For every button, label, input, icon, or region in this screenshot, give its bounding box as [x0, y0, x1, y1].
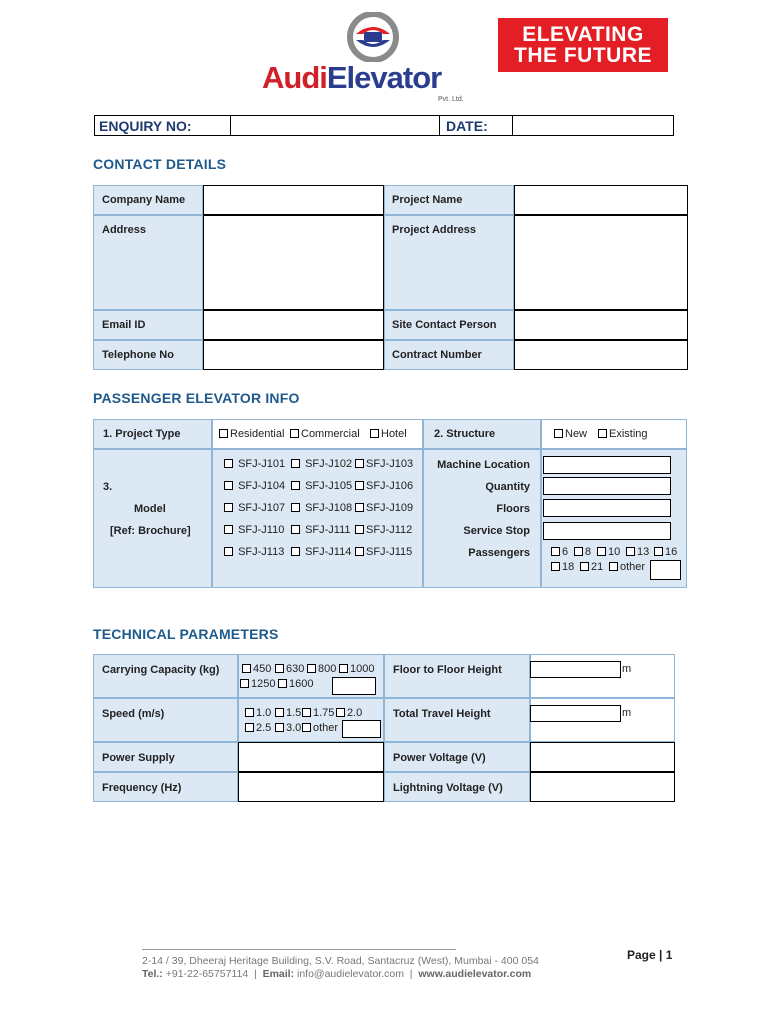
- project-address-label: Project Address: [392, 224, 476, 236]
- power-voltage-label: Power Voltage (V): [393, 752, 486, 764]
- speed-option[interactable]: 1.0: [245, 707, 271, 719]
- speed-label: Speed (m/s): [102, 708, 165, 720]
- contract-number-input[interactable]: [514, 340, 688, 370]
- date-input[interactable]: [512, 115, 674, 136]
- power-supply-input[interactable]: [238, 742, 384, 772]
- passengers-option[interactable]: 16: [654, 546, 677, 558]
- model-ref-label: [Ref: Brochure]: [110, 525, 191, 537]
- checkbox-icon[interactable]: [339, 664, 348, 673]
- telephone-label: Telephone No: [102, 349, 174, 361]
- checkbox-icon[interactable]: [574, 547, 583, 556]
- model-option[interactable]: SFJ-J107: [224, 502, 285, 514]
- company-logo: [258, 12, 488, 102]
- logo-wordmark: AudiElevator: [262, 60, 442, 95]
- footer-divider: [142, 949, 456, 950]
- checkbox-icon[interactable]: [370, 429, 379, 438]
- logo-emblem-icon: [340, 12, 406, 62]
- speed-option[interactable]: 3.0: [275, 722, 301, 734]
- project-address-input[interactable]: [514, 215, 688, 310]
- project-name-input[interactable]: [514, 185, 688, 215]
- checkbox-icon[interactable]: [278, 679, 287, 688]
- project-address-cell: [384, 215, 514, 310]
- project-type-hotel[interactable]: Hotel: [370, 428, 407, 440]
- passengers-option[interactable]: 21: [580, 561, 603, 573]
- technical-parameters-title: TECHNICAL PARAMETERS: [93, 626, 279, 642]
- model-option[interactable]: SFJ-J115: [355, 546, 412, 558]
- power-supply-label: Power Supply: [102, 752, 175, 764]
- contract-number-cell: [384, 340, 514, 370]
- elevator-specs-cell: [423, 449, 541, 588]
- checkbox-icon[interactable]: [242, 664, 251, 673]
- address-input[interactable]: [203, 215, 384, 310]
- checkbox-icon[interactable]: [626, 547, 635, 556]
- checkbox-icon[interactable]: [245, 723, 254, 732]
- floors-input[interactable]: [543, 499, 671, 517]
- site-contact-cell: [384, 310, 514, 340]
- travel-height-label: Total Travel Height: [393, 708, 491, 720]
- project-name-cell: [384, 185, 514, 215]
- checkbox-icon[interactable]: [224, 547, 233, 556]
- lightning-voltage-cell: [384, 772, 530, 802]
- site-contact-input[interactable]: [514, 310, 688, 340]
- checkbox-icon[interactable]: [291, 547, 300, 556]
- enquiry-no-input[interactable]: [230, 115, 440, 136]
- capacity-option[interactable]: 630: [275, 663, 304, 675]
- passengers-option[interactable]: 6: [551, 546, 568, 558]
- quantity-label: Quantity: [485, 481, 530, 493]
- speed-option[interactable]: 2.5: [245, 722, 271, 734]
- checkbox-icon[interactable]: [654, 547, 663, 556]
- checkbox-icon[interactable]: [219, 429, 228, 438]
- travel-height-unit: m: [622, 707, 632, 719]
- project-name-label: Project Name: [392, 194, 463, 206]
- travel-height-input[interactable]: [530, 705, 621, 722]
- page-number: Page | 1: [627, 948, 673, 962]
- passenger-elevator-title: PASSENGER ELEVATOR INFO: [93, 390, 300, 406]
- power-voltage-cell: [384, 742, 530, 772]
- lightning-voltage-label: Lightning Voltage (V): [393, 782, 503, 794]
- model-option[interactable]: SFJ-J101: [224, 458, 285, 470]
- speed-option[interactable]: 1.75: [302, 707, 334, 719]
- telephone-cell: [93, 340, 203, 370]
- email-cell: [93, 310, 203, 340]
- checkbox-icon[interactable]: [302, 708, 311, 717]
- email-input[interactable]: [203, 310, 384, 340]
- carrying-capacity-cell: [93, 654, 238, 698]
- checkbox-icon[interactable]: [290, 429, 299, 438]
- capacity-option[interactable]: 1250: [240, 678, 275, 690]
- checkbox-icon[interactable]: [551, 562, 560, 571]
- quantity-input[interactable]: [543, 477, 671, 495]
- checkbox-icon[interactable]: [275, 723, 284, 732]
- model-option[interactable]: SFJ-J102: [291, 458, 352, 470]
- carrying-capacity-label: Carrying Capacity (kg): [102, 664, 220, 676]
- company-name-input[interactable]: [203, 185, 384, 215]
- checkbox-icon[interactable]: [224, 503, 233, 512]
- company-name-label: Company Name: [102, 194, 186, 206]
- passengers-label: Passengers: [468, 547, 530, 559]
- power-voltage-input[interactable]: [530, 742, 675, 772]
- model-option[interactable]: SFJ-J108: [291, 502, 352, 514]
- checkbox-icon[interactable]: [302, 723, 311, 732]
- speed-option-other[interactable]: other: [302, 722, 338, 734]
- travel-height-cell: [384, 698, 530, 742]
- logo-suffix: Pvt. Ltd.: [438, 96, 464, 103]
- machine-location-label: Machine Location: [437, 459, 530, 471]
- checkbox-icon[interactable]: [245, 708, 254, 717]
- frequency-input[interactable]: [238, 772, 384, 802]
- footer-contact: Tel.: +91-22-65757114 | Email: info@audielevator.com | www.audielevator.com: [142, 968, 532, 980]
- checkbox-icon[interactable]: [275, 708, 284, 717]
- service-stop-label: Service Stop: [463, 525, 530, 537]
- checkbox-icon[interactable]: [291, 503, 300, 512]
- checkbox-icon[interactable]: [224, 525, 233, 534]
- checkbox-icon[interactable]: [355, 525, 364, 534]
- floor-height-input[interactable]: [530, 661, 621, 678]
- capacity-other-input[interactable]: [332, 677, 376, 695]
- project-type-cell: [93, 419, 212, 449]
- footer-address: 2-14 / 39, Dheeraj Heritage Building, S.V. Road, Santacruz (West), Mumbai - 400 054: [142, 955, 539, 967]
- frequency-cell: [93, 772, 238, 802]
- floor-height-cell: [384, 654, 530, 698]
- address-cell: [93, 215, 203, 310]
- model-option[interactable]: SFJ-J113: [224, 546, 284, 558]
- model-option[interactable]: SFJ-J112: [355, 524, 412, 536]
- checkbox-icon[interactable]: [551, 547, 560, 556]
- structure-label: 2. Structure: [434, 428, 496, 440]
- contact-details-title: CONTACT DETAILS: [93, 156, 227, 172]
- checkbox-icon[interactable]: [355, 481, 364, 490]
- model-number: 3.: [103, 481, 113, 493]
- capacity-option[interactable]: 1600: [278, 678, 313, 690]
- checkbox-icon[interactable]: [336, 708, 345, 717]
- checkbox-icon[interactable]: [224, 481, 233, 490]
- checkbox-icon[interactable]: [291, 481, 300, 490]
- project-type-label: 1. Project Type: [103, 428, 181, 440]
- checkbox-icon[interactable]: [597, 547, 606, 556]
- service-stop-input[interactable]: [543, 522, 671, 540]
- model-option[interactable]: SFJ-J106: [355, 480, 413, 492]
- speed-cell: [93, 698, 238, 742]
- enquiry-no-label: ENQUIRY NO:: [99, 118, 192, 134]
- speed-option[interactable]: 1.5: [275, 707, 301, 719]
- speed-other-input[interactable]: [342, 720, 381, 738]
- passengers-other-input[interactable]: [650, 560, 681, 580]
- passengers-option[interactable]: 13: [626, 546, 649, 558]
- capacity-option[interactable]: 1000: [339, 663, 374, 675]
- checkbox-icon[interactable]: [554, 429, 563, 438]
- model-option[interactable]: SFJ-J110: [224, 524, 284, 536]
- checkbox-icon[interactable]: [224, 459, 233, 468]
- contract-number-label: Contract Number: [392, 349, 482, 361]
- model-option[interactable]: SFJ-J105: [291, 480, 352, 492]
- checkbox-icon[interactable]: [275, 664, 284, 673]
- machine-location-input[interactable]: [543, 456, 671, 474]
- model-cell: [93, 449, 212, 588]
- speed-option[interactable]: 2.0: [336, 707, 362, 719]
- passengers-option-other[interactable]: other: [609, 561, 645, 573]
- floor-height-unit: m: [622, 663, 632, 675]
- telephone-input[interactable]: [203, 340, 384, 370]
- model-option[interactable]: SFJ-J109: [355, 502, 413, 514]
- model-option[interactable]: SFJ-J104: [224, 480, 285, 492]
- date-label: DATE:: [446, 118, 488, 134]
- checkbox-icon[interactable]: [580, 562, 589, 571]
- lightning-voltage-input[interactable]: [530, 772, 675, 802]
- tagline-banner: ELEVATING THE FUTURE: [498, 18, 668, 72]
- structure-existing[interactable]: Existing: [598, 428, 648, 440]
- project-type-commercial[interactable]: Commercial: [290, 428, 360, 440]
- capacity-option[interactable]: 800: [307, 663, 336, 675]
- capacity-option[interactable]: 450: [242, 663, 271, 675]
- model-option[interactable]: SFJ-J111: [291, 524, 351, 536]
- checkbox-icon[interactable]: [598, 429, 607, 438]
- checkbox-icon[interactable]: [240, 679, 249, 688]
- checkbox-icon[interactable]: [291, 525, 300, 534]
- floors-label: Floors: [496, 503, 530, 515]
- passengers-option[interactable]: 10: [597, 546, 620, 558]
- address-label: Address: [102, 224, 147, 236]
- floor-height-label: Floor to Floor Height: [393, 664, 502, 676]
- checkbox-icon[interactable]: [355, 459, 364, 468]
- checkbox-icon[interactable]: [355, 503, 364, 512]
- structure-cell: [423, 419, 541, 449]
- email-label: Email ID: [102, 319, 146, 331]
- model-label: Model: [134, 503, 166, 515]
- frequency-label: Frequency (Hz): [102, 782, 182, 794]
- power-supply-cell: [93, 742, 238, 772]
- checkbox-icon[interactable]: [307, 664, 316, 673]
- footer-website[interactable]: www.audielevator.com: [418, 968, 532, 980]
- footer-email[interactable]: info@audielevator.com: [297, 968, 404, 980]
- model-option[interactable]: SFJ-J114: [291, 546, 351, 558]
- checkbox-icon[interactable]: [355, 547, 364, 556]
- checkbox-icon[interactable]: [291, 459, 300, 468]
- footer-telephone: +91-22-65757114: [165, 968, 249, 980]
- passengers-option[interactable]: 18: [551, 561, 574, 573]
- model-option[interactable]: SFJ-J103: [355, 458, 413, 470]
- structure-new[interactable]: New: [554, 428, 587, 440]
- company-name-cell: [93, 185, 203, 215]
- project-type-residential[interactable]: Residential: [219, 428, 284, 440]
- checkbox-icon[interactable]: [609, 562, 618, 571]
- passengers-option[interactable]: 8: [574, 546, 591, 558]
- site-contact-label: Site Contact Person: [392, 319, 497, 331]
